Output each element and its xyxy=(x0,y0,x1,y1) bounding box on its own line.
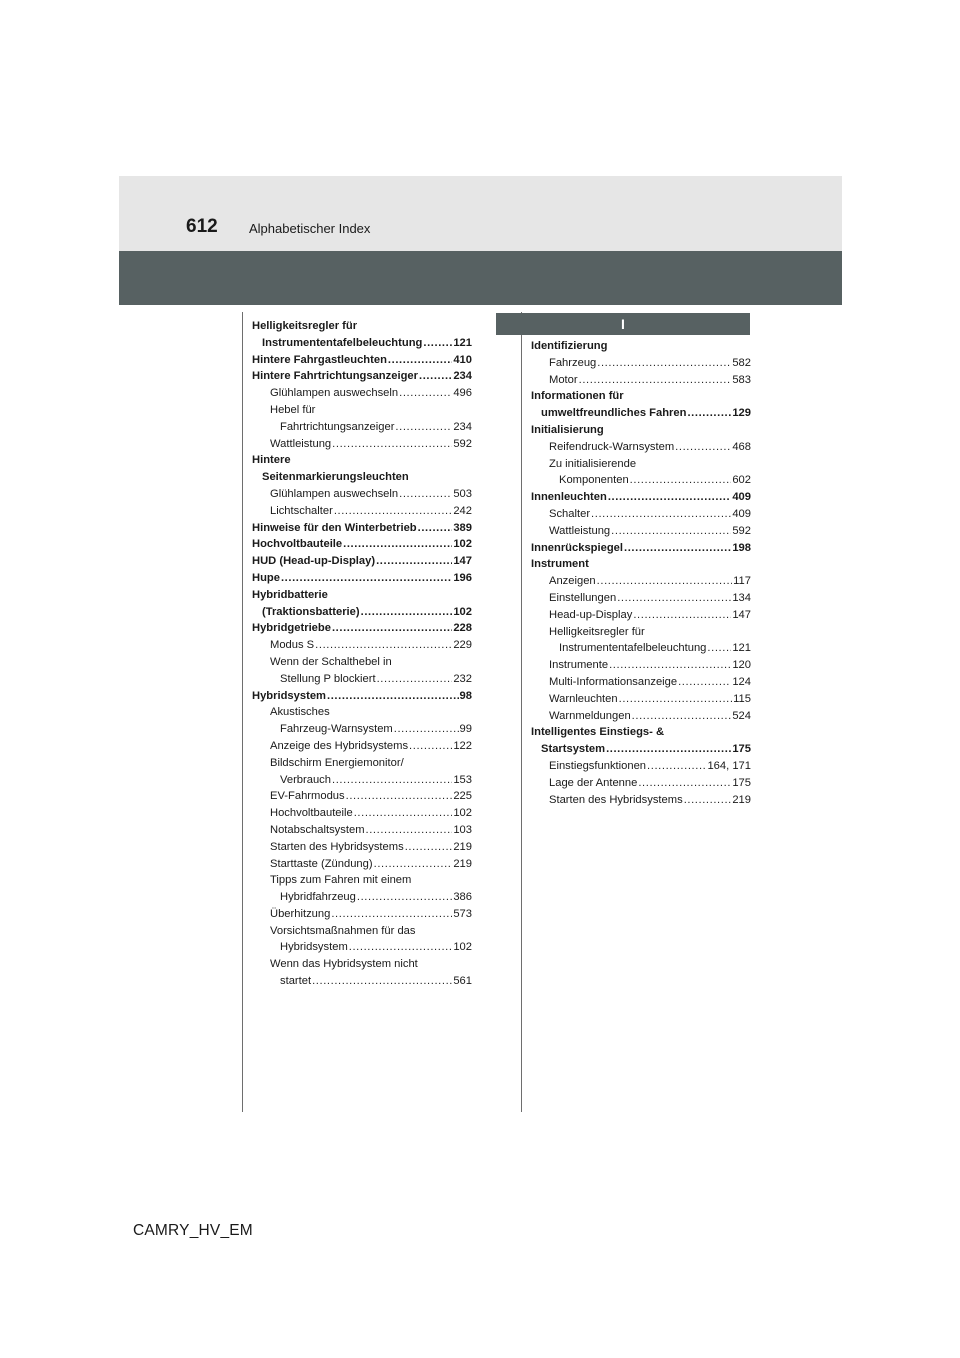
index-entry-term: Hinweise für den Winterbetrieb xyxy=(252,521,417,534)
index-entry-term: Hybridbatterie xyxy=(252,588,328,601)
index-entry-page[interactable]: 99 xyxy=(459,723,472,736)
index-entry-page[interactable]: 234 xyxy=(453,420,472,433)
index-entry xyxy=(531,758,751,775)
index-entry-page[interactable]: 219 xyxy=(453,840,472,853)
index-entry-page[interactable]: 121 xyxy=(732,642,751,655)
index-entry-term: Starttaste (Zündung) xyxy=(270,857,373,870)
index-entry xyxy=(531,724,751,741)
index-entry-page[interactable]: 147 xyxy=(453,555,472,568)
index-entry xyxy=(252,469,472,486)
index-entry-term: Instrumente xyxy=(549,659,609,672)
dot-leader xyxy=(343,536,452,553)
dot-leader xyxy=(617,590,731,607)
index-entry-term: EV-Fahrmodus xyxy=(270,790,345,803)
index-entry xyxy=(252,906,472,923)
index-entry xyxy=(252,755,472,772)
dot-leader xyxy=(346,788,453,805)
index-entry-page[interactable]: 410 xyxy=(453,353,472,366)
index-entry-term: Instrumententafelbeleuchtung xyxy=(559,642,707,655)
index-entry-page[interactable]: 582 xyxy=(732,356,751,369)
index-entry-term: startet xyxy=(280,975,312,988)
dot-leader xyxy=(423,335,452,352)
index-entry xyxy=(252,805,472,822)
dot-leader xyxy=(632,708,732,725)
dot-leader xyxy=(591,506,731,523)
index-entry-term: Hochvoltbauteile xyxy=(252,538,343,551)
index-entry-term: Einstiegsfunktionen xyxy=(549,759,647,772)
index-entry-page[interactable]: 229 xyxy=(453,639,472,652)
index-entry-term: Vorsichtsmaßnahmen für das xyxy=(270,924,416,937)
index-entry xyxy=(252,503,472,520)
index-column-right xyxy=(531,338,751,808)
index-entry-term: Wenn das Hybridsystem nicht xyxy=(270,958,418,971)
section-title: Alphabetischer Index xyxy=(249,221,371,236)
index-entry-page[interactable]: 122 xyxy=(453,739,472,752)
dot-leader xyxy=(597,355,731,372)
dot-leader xyxy=(281,570,452,587)
index-entry-page[interactable]: 147 xyxy=(732,608,751,621)
index-entry-term: Wenn der Schalthebel in xyxy=(270,655,392,668)
index-entry xyxy=(531,523,751,540)
index-entry-page[interactable]: 409 xyxy=(732,507,751,520)
index-entry-page[interactable]: 102 xyxy=(453,807,472,820)
index-entry xyxy=(252,402,472,419)
index-entry-page[interactable]: 98 xyxy=(459,689,472,702)
index-entry xyxy=(531,439,751,456)
index-entry-term: Anzeigen xyxy=(549,575,596,588)
index-entry xyxy=(531,405,751,422)
index-entry xyxy=(531,556,751,573)
dot-leader xyxy=(597,573,733,590)
index-entry-term: Hintere xyxy=(252,454,291,467)
index-entry-term: Modus S xyxy=(270,639,315,652)
index-entry xyxy=(531,472,751,489)
index-entry xyxy=(252,772,472,789)
index-entry-term: Fahrzeug-Warnsystem xyxy=(280,723,393,736)
index-entry-page[interactable]: 496 xyxy=(453,387,472,400)
dot-leader xyxy=(687,405,731,422)
index-entry xyxy=(531,624,751,641)
index-entry xyxy=(252,889,472,906)
index-entry-term: Multi-Informationsanzeige xyxy=(549,675,678,688)
dot-leader xyxy=(394,721,459,738)
index-entry-page[interactable]: 129 xyxy=(732,407,751,420)
index-column-left xyxy=(252,318,472,990)
index-entry xyxy=(531,338,751,355)
index-entry xyxy=(531,674,751,691)
index-entry-page[interactable]: 102 xyxy=(453,941,472,954)
index-entry-page[interactable]: 120 xyxy=(732,659,751,672)
dot-leader xyxy=(606,741,731,758)
dot-leader xyxy=(388,352,452,369)
dot-leader xyxy=(374,856,453,873)
dot-leader xyxy=(354,805,453,822)
index-entry-page[interactable]: 164, 171 xyxy=(707,759,751,772)
index-entry-page[interactable]: 503 xyxy=(453,487,472,500)
index-entry-term: Wattleistung xyxy=(549,524,611,537)
index-entry xyxy=(252,637,472,654)
dot-leader xyxy=(675,439,731,456)
index-entry xyxy=(531,355,751,372)
index-entry-term: HUD (Head-up-Display) xyxy=(252,555,376,568)
index-entry-page[interactable]: 561 xyxy=(453,975,472,988)
index-entry-term: Hybridsystem xyxy=(280,941,348,954)
index-entry xyxy=(252,856,472,873)
index-entry-page[interactable]: 117 xyxy=(733,575,751,588)
index-entry-term: Fahrtrichtungsanzeiger xyxy=(280,420,395,433)
dot-leader xyxy=(619,691,733,708)
index-entry-term: Hebel für xyxy=(270,403,316,416)
index-entry xyxy=(252,536,472,553)
index-entry-term: Fahrzeug xyxy=(549,356,597,369)
header-band xyxy=(119,251,842,305)
letter-heading: I xyxy=(496,313,750,335)
index-entry xyxy=(531,741,751,758)
index-entry-term: Starten des Hybridsystems xyxy=(270,840,404,853)
index-entry xyxy=(252,368,472,385)
index-entry-page[interactable]: 389 xyxy=(453,521,472,534)
dot-leader xyxy=(405,839,453,856)
index-entry-page[interactable]: 468 xyxy=(732,440,751,453)
index-entry-term: Glühlampen auswechseln xyxy=(270,387,399,400)
index-entry-term: Überhitzung xyxy=(270,907,331,920)
index-entry-term: Identifizierung xyxy=(531,340,608,352)
column-divider-left xyxy=(242,312,243,1112)
index-entry xyxy=(531,489,751,506)
dot-leader xyxy=(399,385,452,402)
index-entry xyxy=(252,352,472,369)
index-entry-term: Warnmeldungen xyxy=(549,709,631,722)
dot-leader xyxy=(334,503,453,520)
index-entry xyxy=(252,587,472,604)
index-entry-term: Notabschaltsystem xyxy=(270,823,365,836)
index-entry xyxy=(252,939,472,956)
index-entry xyxy=(252,452,472,469)
index-entry xyxy=(252,688,472,705)
index-entry-term: Hochvoltbauteile xyxy=(270,807,353,820)
dot-leader xyxy=(332,436,452,453)
index-entry-term: Einstellungen xyxy=(549,591,617,604)
index-entry-page[interactable]: 153 xyxy=(453,773,472,786)
index-entry-page[interactable]: 219 xyxy=(732,793,751,806)
index-entry xyxy=(531,640,751,657)
index-entry-page[interactable]: 198 xyxy=(732,541,751,554)
index-entry-page[interactable]: 524 xyxy=(732,709,751,722)
index-entry-page[interactable]: 386 xyxy=(453,891,472,904)
dot-leader xyxy=(377,671,453,688)
dot-leader xyxy=(418,520,453,537)
index-entry-page[interactable]: 234 xyxy=(453,370,472,383)
dot-leader xyxy=(409,738,452,755)
dot-leader xyxy=(357,889,452,906)
index-entry-page[interactable]: 592 xyxy=(732,524,751,537)
index-entry-page[interactable]: 242 xyxy=(453,504,472,517)
dot-leader xyxy=(684,792,732,809)
index-entry-page[interactable]: 219 xyxy=(453,857,472,870)
dot-leader xyxy=(608,489,731,506)
dot-leader xyxy=(419,368,452,385)
index-entry-term: Verbrauch xyxy=(280,773,331,786)
index-entry-term: Hintere Fahrtrichtungsanzeiger xyxy=(252,370,418,383)
dot-leader xyxy=(349,939,453,956)
index-entry xyxy=(252,520,472,537)
index-entry-page[interactable]: 232 xyxy=(453,672,472,685)
index-entry-term: Helligkeitsregler für xyxy=(252,320,358,332)
dot-leader xyxy=(678,674,731,691)
index-entry xyxy=(252,839,472,856)
index-entry-term: Tipps zum Fahren mit einem xyxy=(270,874,412,887)
index-entry-term: Glühlampen auswechseln xyxy=(270,487,399,500)
dot-leader xyxy=(395,419,452,436)
page-number: 612 xyxy=(186,216,218,237)
index-entry-term: Hupe xyxy=(252,571,280,584)
index-entry xyxy=(252,335,472,352)
dot-leader xyxy=(638,775,731,792)
index-entry xyxy=(252,570,472,587)
index-entry xyxy=(252,486,472,503)
index-entry xyxy=(252,436,472,453)
index-entry-page[interactable]: 602 xyxy=(732,474,751,487)
index-entry xyxy=(252,822,472,839)
index-entry-term: Helligkeitsregler für xyxy=(549,625,645,638)
index-entry-page[interactable]: 573 xyxy=(453,907,472,920)
index-entry-page[interactable]: 124 xyxy=(732,675,751,688)
index-entry xyxy=(531,708,751,725)
index-entry xyxy=(531,590,751,607)
index-entry xyxy=(252,788,472,805)
index-entry-term: (Traktionsbatterie) xyxy=(262,605,360,618)
index-entry xyxy=(252,604,472,621)
dot-leader xyxy=(707,640,731,657)
index-entry-term: Starten des Hybridsystems xyxy=(549,793,683,806)
index-entry xyxy=(531,422,751,439)
index-entry-term: Informationen für xyxy=(531,390,624,403)
index-entry-term: Hintere Fahrgastleuchten xyxy=(252,353,387,366)
index-entry-term: Initialisierung xyxy=(531,423,604,436)
index-entry-term: Hybridgetriebe xyxy=(252,622,331,635)
index-entry xyxy=(531,607,751,624)
index-entry-page[interactable]: 592 xyxy=(453,437,472,450)
index-entry-page[interactable]: 225 xyxy=(453,790,472,803)
index-entry xyxy=(252,721,472,738)
index-entry-term: Bildschirm Energiemonitor/ xyxy=(270,756,404,769)
dot-leader xyxy=(376,553,452,570)
index-entry xyxy=(531,372,751,389)
index-entry-term: Reifendruck-Warnsystem xyxy=(549,440,675,453)
column-divider-middle xyxy=(521,312,522,1112)
dot-leader xyxy=(331,906,452,923)
index-entry-page[interactable]: 134 xyxy=(732,591,751,604)
index-entry-page[interactable]: 121 xyxy=(453,336,472,349)
dot-leader xyxy=(609,657,731,674)
index-entry xyxy=(531,388,751,405)
dot-leader xyxy=(647,758,706,775)
index-entry-term: Anzeige des Hybridsystems xyxy=(270,739,409,752)
index-entry xyxy=(252,704,472,721)
index-entry-term: Motor xyxy=(549,373,578,386)
index-entry xyxy=(531,775,751,792)
index-entry-page[interactable]: 102 xyxy=(453,605,472,618)
model-code: CAMRY_HV_EM xyxy=(133,1222,253,1239)
index-entry-term: Schalter xyxy=(549,507,591,520)
index-entry-term: Komponenten xyxy=(559,474,629,487)
index-entry xyxy=(531,540,751,557)
index-entry-page[interactable]: 103 xyxy=(453,823,472,836)
index-entry xyxy=(531,657,751,674)
index-entry-term: Warnleuchten xyxy=(549,692,618,705)
dot-leader xyxy=(399,486,452,503)
index-entry xyxy=(531,506,751,523)
index-entry-term: Stellung P blockiert xyxy=(280,672,376,685)
index-entry xyxy=(531,456,751,473)
index-entry-term: Lage der Antenne xyxy=(549,776,638,789)
dot-leader xyxy=(630,472,732,489)
index-entry-page[interactable]: 196 xyxy=(453,571,472,584)
dot-leader xyxy=(327,688,459,705)
index-entry xyxy=(252,738,472,755)
dot-leader xyxy=(624,540,731,557)
index-entry-term: Startsystem xyxy=(541,743,606,756)
dot-leader xyxy=(312,973,452,990)
index-entry-term: Innenleuchten xyxy=(531,491,607,504)
index-entry-page[interactable]: 583 xyxy=(732,373,751,386)
index-entry-term: Seitenmarkierungsleuchten xyxy=(262,471,409,484)
index-entry-term: Head-up-Display xyxy=(549,608,633,621)
index-entry-term: Instrument xyxy=(531,558,589,571)
index-entry-term: umweltfreundliches Fahren xyxy=(541,407,687,420)
index-entry xyxy=(252,956,472,973)
index-entry xyxy=(252,923,472,940)
index-entry-term: Hybridfahrzeug xyxy=(280,891,356,904)
dot-leader xyxy=(579,372,732,389)
index-entry-term: Hybridsystem xyxy=(252,689,326,702)
index-entry-term: Instrumententafelbeleuchtung xyxy=(262,336,423,349)
index-entry-term: Wattleistung xyxy=(270,437,332,450)
index-entry xyxy=(252,553,472,570)
index-entry xyxy=(252,671,472,688)
index-entry xyxy=(531,792,751,809)
dot-leader xyxy=(633,607,731,624)
index-entry-term: Intelligentes Einstiegs- & xyxy=(531,726,665,739)
dot-leader xyxy=(332,620,452,637)
dot-leader xyxy=(315,637,452,654)
index-entry-page[interactable]: 175 xyxy=(732,743,751,756)
dot-leader xyxy=(366,822,453,839)
index-entry-term: Innenrückspiegel xyxy=(531,541,624,554)
index-entry xyxy=(252,385,472,402)
index-entry xyxy=(252,654,472,671)
index-entry xyxy=(252,419,472,436)
index-entry xyxy=(252,620,472,637)
index-entry-page[interactable]: 115 xyxy=(733,692,751,705)
index-entry xyxy=(252,318,472,335)
dot-leader xyxy=(332,772,452,789)
index-entry-term: Akustisches xyxy=(270,706,330,719)
index-entry-page[interactable]: 228 xyxy=(453,622,472,635)
index-entry-term: Zu initialisierende xyxy=(549,457,637,470)
dot-leader xyxy=(361,604,453,621)
index-entry xyxy=(531,691,751,708)
dot-leader xyxy=(611,523,731,540)
index-entry-page[interactable]: 175 xyxy=(732,776,751,789)
index-entry-page[interactable]: 409 xyxy=(732,491,751,504)
index-entry-page[interactable]: 102 xyxy=(453,538,472,551)
index-entry xyxy=(252,872,472,889)
index-entry-term: Lichtschalter xyxy=(270,504,333,517)
index-entry xyxy=(252,973,472,990)
index-entry xyxy=(531,573,751,590)
